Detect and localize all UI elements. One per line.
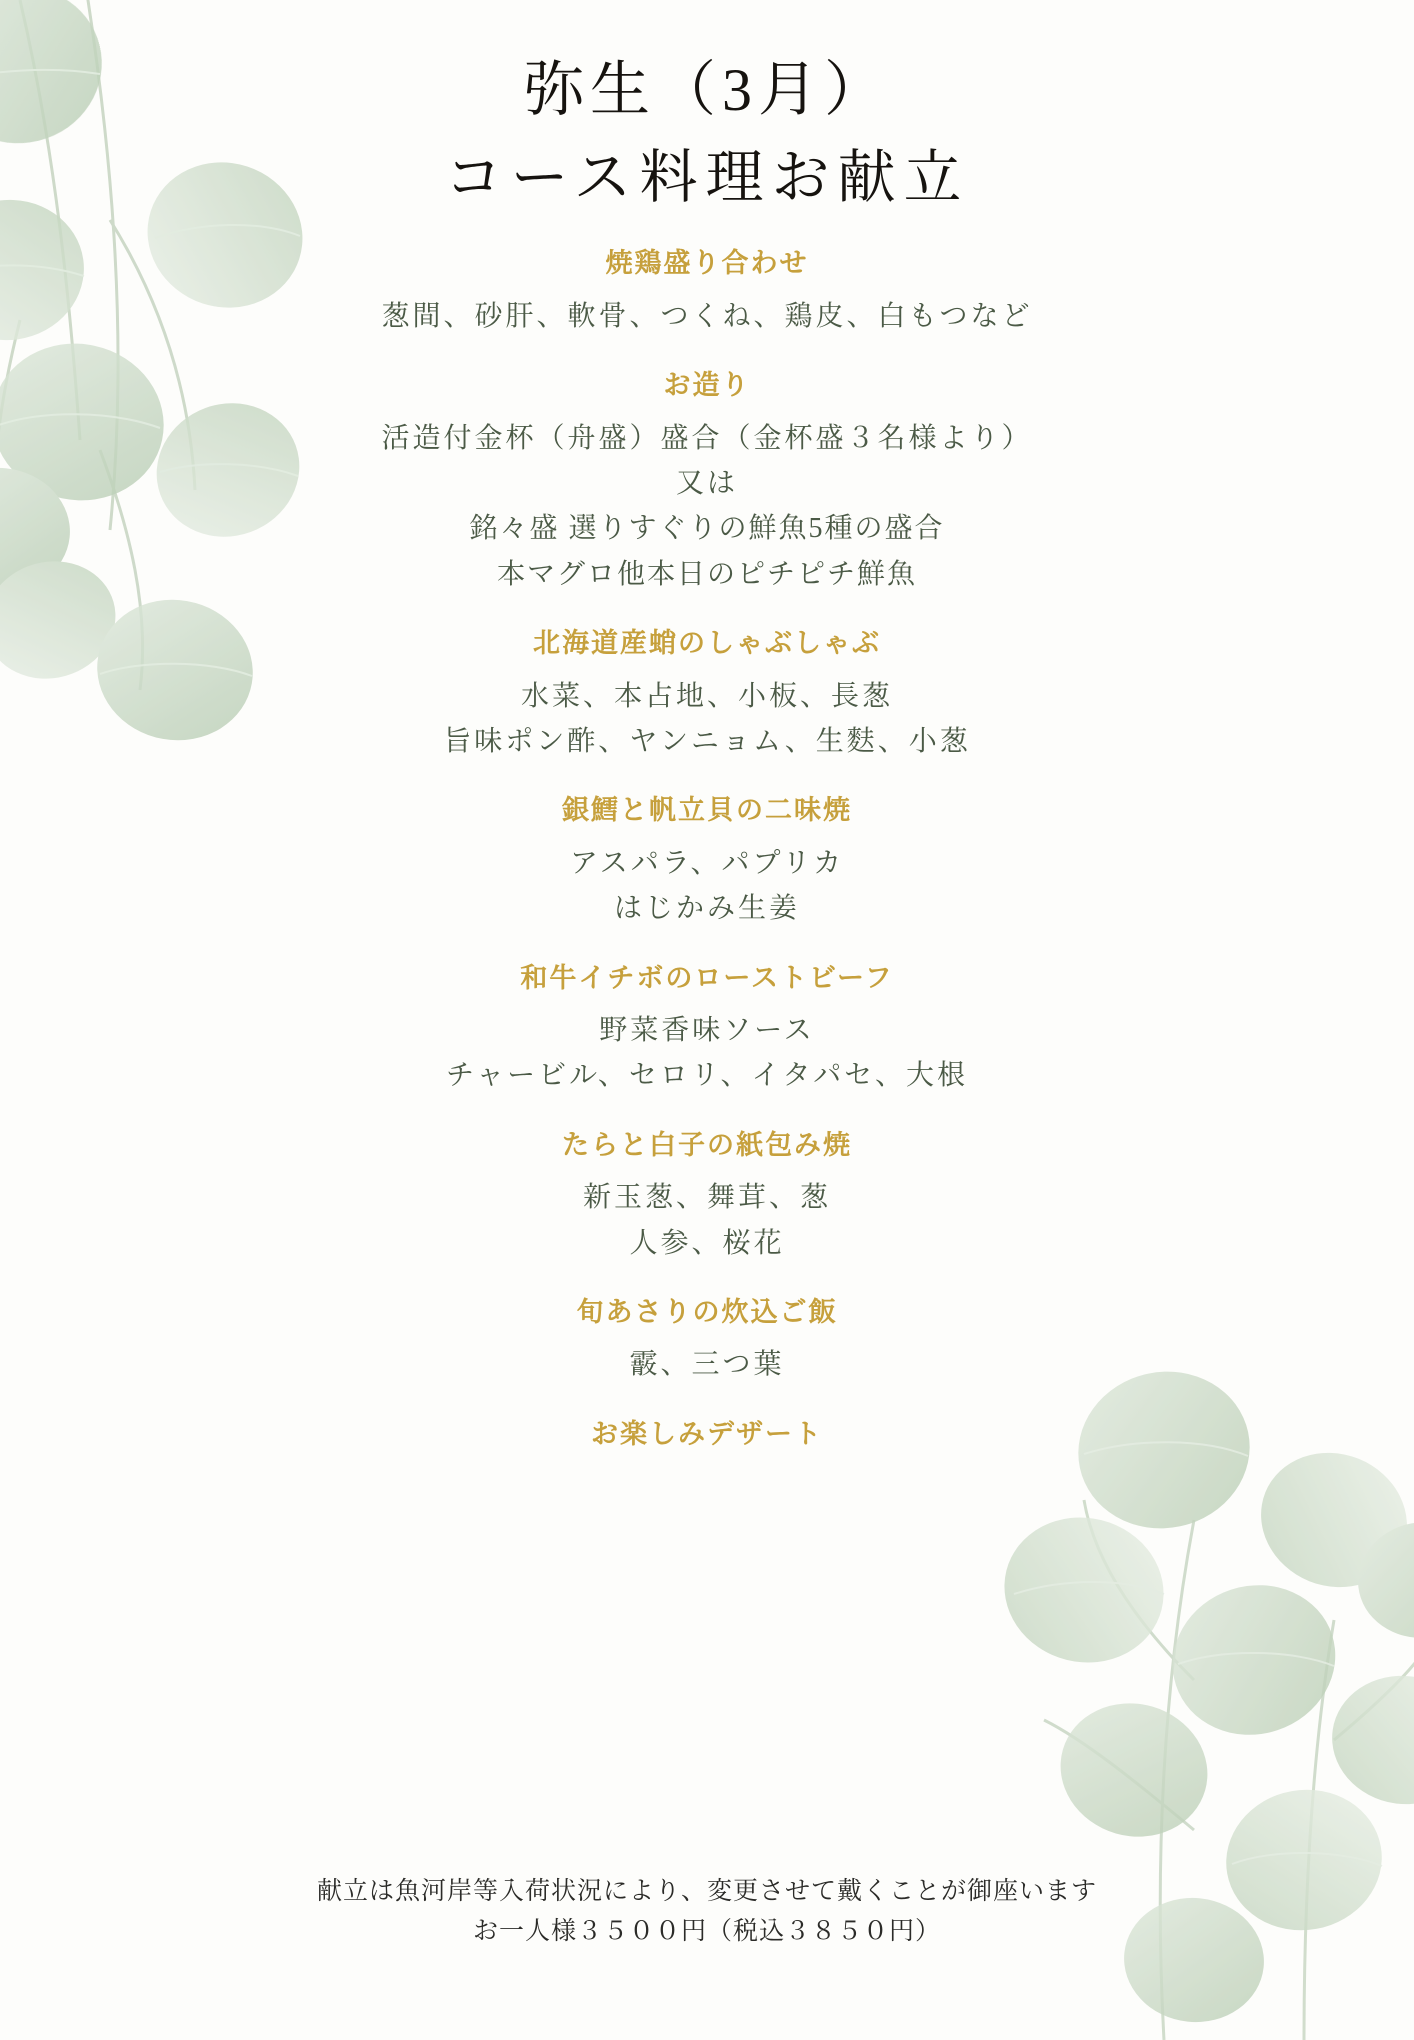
course-detail-line: 人参、桜花	[629, 1227, 785, 1259]
course-name: 銀鱈と帆立貝の二味焼	[562, 795, 852, 826]
course-list	[90, 243, 1324, 1490]
footer-price: お一人様３５００円（税込３８５０円）	[472, 1918, 941, 1945]
course-name: たらと白子の紙包み焼	[562, 1129, 852, 1160]
course-name: お造り	[663, 370, 751, 401]
course-item	[90, 243, 1324, 339]
course-item	[90, 623, 1324, 764]
course-name: 焼鶏盛り合わせ	[605, 248, 809, 279]
course-detail-line: 本マグロ他本日のピチピチ鮮魚	[496, 558, 917, 590]
course-detail-line: 水菜、本占地、小板、長葱	[520, 680, 893, 712]
course-detail-line: 野菜香味ソース	[599, 1015, 815, 1047]
footer-note: 献立は魚河岸等入荷状況により、変更させて戴くことが御座います	[316, 1878, 1097, 1905]
course-detail-line: アスパラ、パプリカ	[569, 847, 845, 879]
title-subtitle: コース料理お献立	[444, 145, 970, 210]
course-detail-line: 新玉葱、舞茸、葱	[582, 1182, 831, 1214]
course-name: 北海道産蛸のしゃぶしゃぶ	[533, 628, 881, 659]
course-detail-line: 葱間、砂肝、軟骨、つくね、鶏皮、白もつなど	[381, 300, 1033, 332]
course-name: お楽しみデザート	[591, 1418, 823, 1449]
course-item	[90, 1125, 1324, 1266]
course-detail-line: 活造付金杯（舟盛）盛合（金杯盛３名様より）	[381, 422, 1033, 454]
course-detail-line: 旨味ポン酢、ヤンニョム、生麩、小葱	[443, 725, 971, 757]
course-item	[90, 790, 1324, 931]
footer	[317, 1872, 1097, 1970]
course-item	[90, 1292, 1324, 1388]
course-detail-line: 銘々盛 選りすぐりの鮮魚5種の盛合	[469, 513, 945, 545]
course-name: 旬あさりの炊込ご飯	[576, 1296, 838, 1327]
course-detail-line: はじかみ生姜	[613, 893, 800, 925]
course-item	[90, 365, 1324, 597]
course-detail-line: 霰、三つ葉	[629, 1349, 785, 1381]
course-detail-line: チャービル、セロリ、イタパセ、大根	[446, 1060, 968, 1092]
page-title	[444, 50, 969, 217]
course-item	[90, 1414, 1324, 1465]
title-month: 弥生（3月）	[523, 57, 890, 123]
course-name: 和牛イチボのローストビーフ	[520, 962, 894, 993]
course-detail-line: 又は	[675, 468, 738, 500]
course-item	[90, 958, 1324, 1099]
